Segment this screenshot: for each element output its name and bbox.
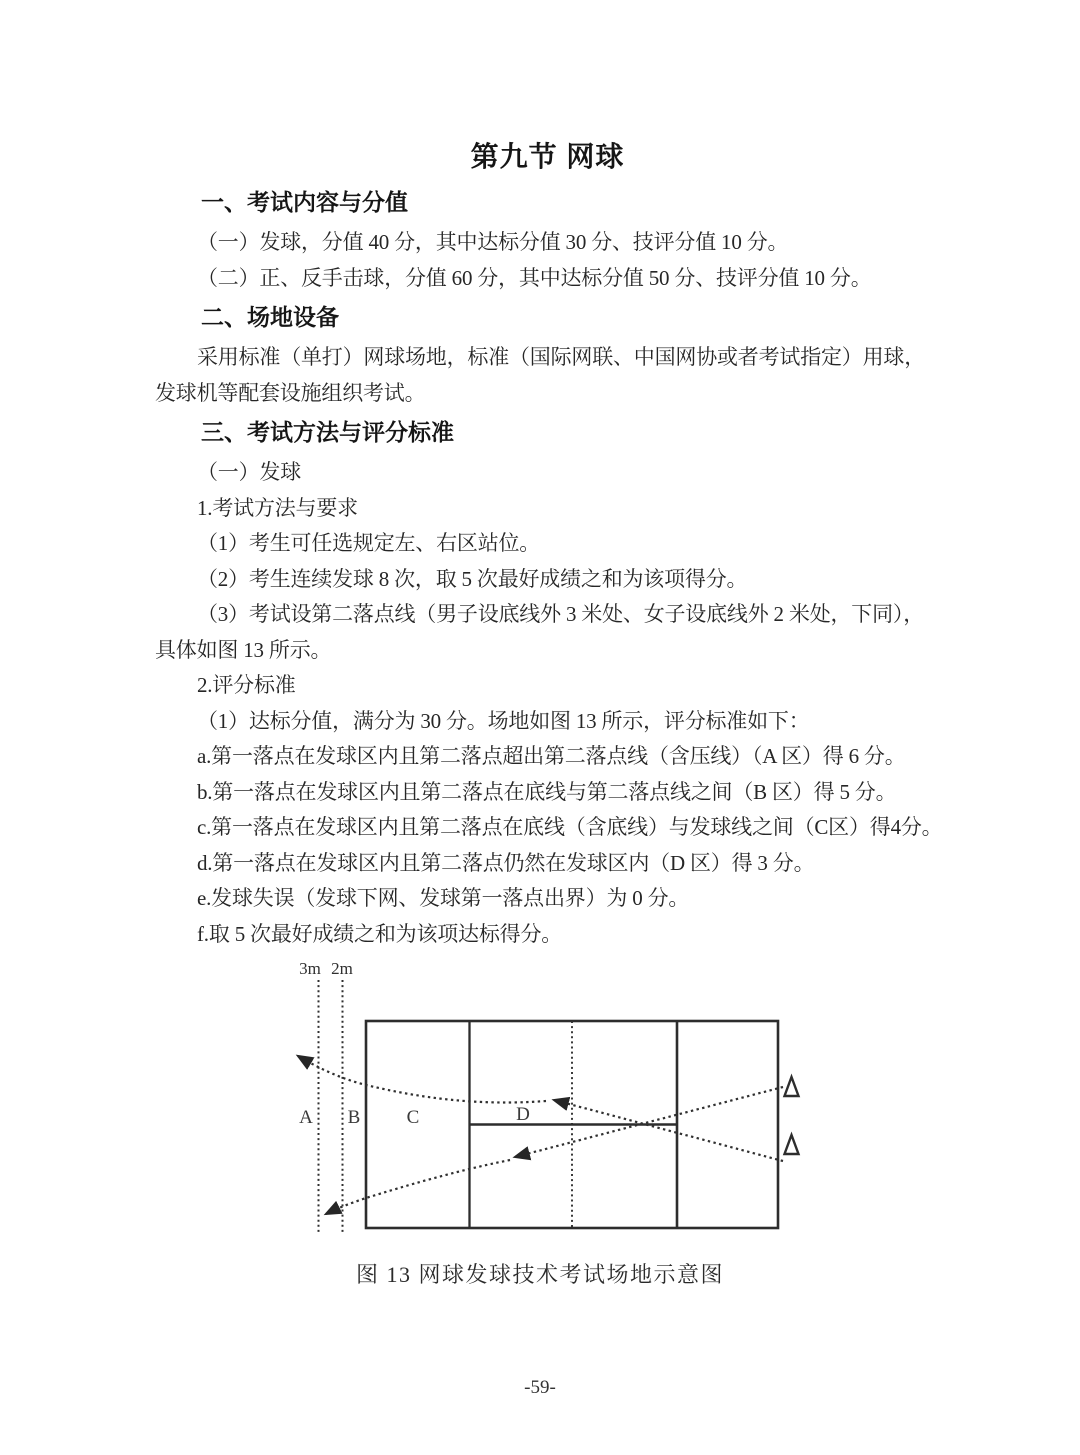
second-landing-line-3m-label: 3m [299,959,321,978]
court-diagram-svg [0,955,1080,1247]
section-1-item-1: （一）发球，分值 40 分，其中达标分值 30 分、技评分值 10 分。 [197,230,789,254]
section-2-paragraph-line-1: 采用标准（单打）网球场地，标准（国际网联、中国网协或者考试指定）用球， [197,345,925,369]
section-2-heading: 二、场地设备 [201,304,339,330]
section-2-paragraph-line-2: 发球机等配套设施组织考试。 [155,380,426,405]
scoring-rule-e: e.发球失误（发球下网、发球第一落点出界）为 0 分。 [197,886,690,910]
scoring-title: 2.评分标准 [197,673,296,697]
method-item-2: （2）考生连续发球 8 次，取 5 次最好成绩之和为该项得分。 [197,566,748,591]
figure-13-court-diagram [0,955,1080,1247]
serve-trajectory-from-top-server [515,1087,783,1157]
page-number: -59- [524,1377,556,1398]
zone-c-label: C [406,1107,420,1128]
scoring-rule-d: d.第一落点在发球区内且第二落点仍然在发球区内（D 区）得 3 分。 [197,850,815,875]
server-position-top-triangle-icon [785,1077,799,1096]
page-title: 第九节 网球 [470,141,625,172]
scoring-rule-c: c.第一落点在发球区内且第二落点在底线（含底线）与发球线之间（C区）得4分。 [197,815,943,839]
scoring-intro: （1）达标分值，满分为 30 分。场地如图 13 所示，评分标准如下： [197,708,810,733]
figure-caption: 图 13 网球发球技术考试场地示意图 [355,1262,724,1287]
section-3-heading: 三、考试方法与评分标准 [201,419,454,445]
zone-a-label: A [299,1107,313,1128]
section-1-heading: 一、考试内容与分值 [201,189,408,215]
server-position-bottom-triangle-icon [785,1135,799,1154]
scoring-rule-a: a.第一落点在发球区内且第二落点超出第二落点线（含压线）（A 区）得 6 分。 [197,744,906,768]
section-1-item-2: （二）正、反手击球，分值 60 分，其中达标分值 50 分、技评分值 10 分。 [197,265,872,290]
zone-b-label: B [347,1107,361,1128]
section-3-subsection-serve: （一）发球 [197,460,301,484]
scoring-rule-b: b.第一落点在发球区内且第二落点在底线与第二落点线之间（B 区）得 5 分。 [197,779,897,804]
method-item-3-line-1: （3）考试设第二落点线（男子设底线外 3 米处、女子设底线外 2 米处，下同）， [197,602,924,626]
second-landing-line-2m-label: 2m [331,959,353,978]
scoring-rule-f: f.取 5 次最好成绩之和为该项达标得分。 [197,921,563,946]
method-item-3-line-2: 具体如图 13 所示。 [155,637,332,662]
method-item-1: （1）考生可任选规定左、右区站位。 [197,531,541,555]
serve-trajectory-from-bottom-server [554,1100,783,1161]
bounce-trajectory-upper [298,1056,546,1103]
zone-d-label: D [516,1104,530,1125]
method-title: 1.考试方法与要求 [197,495,358,520]
bounce-trajectory-lower [326,1160,510,1214]
